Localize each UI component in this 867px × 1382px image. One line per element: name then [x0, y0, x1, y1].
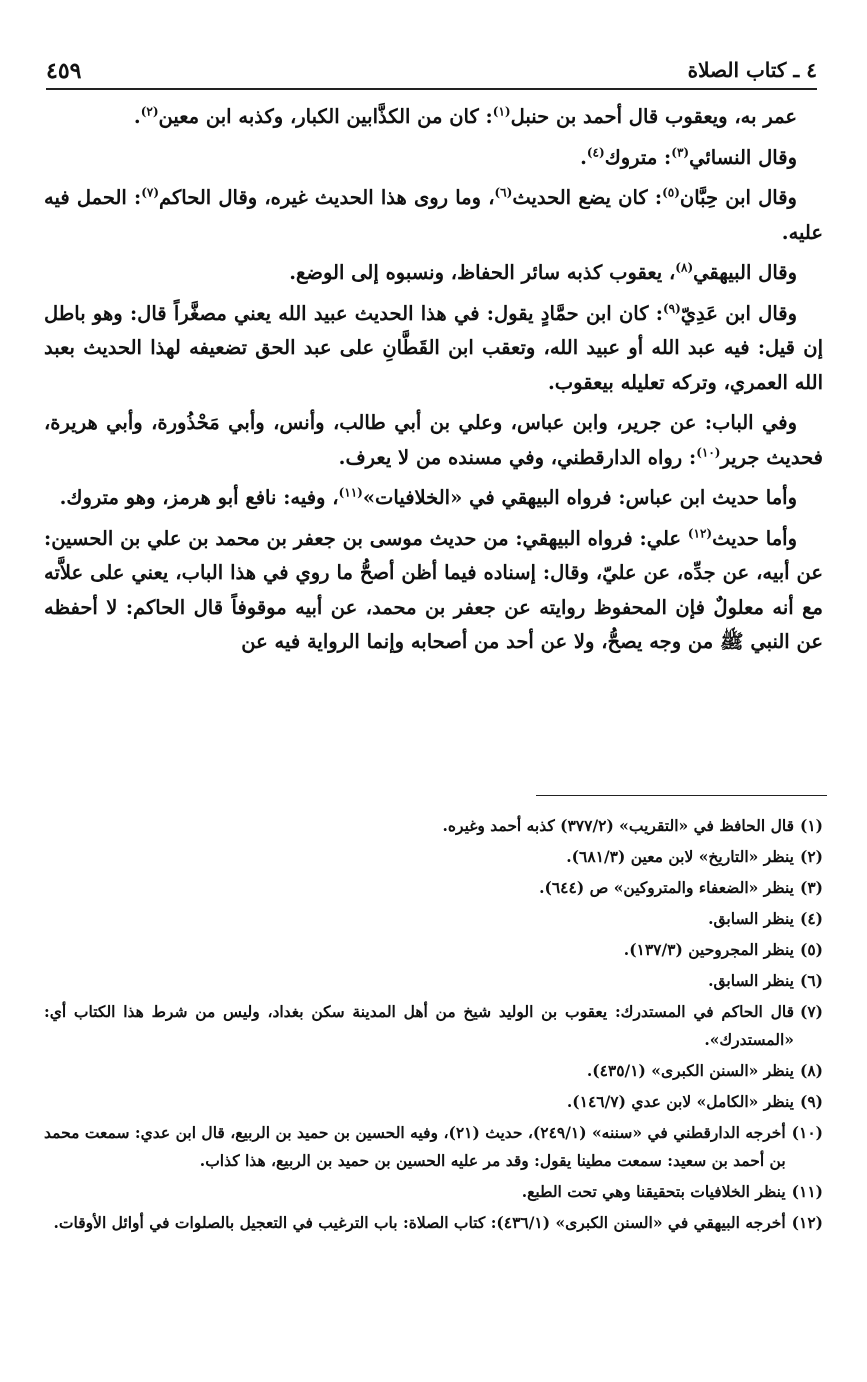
footnote-text: ينظر «التاريخ» لابن معين (٦٨١/٣).: [566, 847, 794, 866]
footnote-number: (٦): [799, 971, 823, 990]
footnote-ref: (١): [492, 104, 511, 119]
footnote-text: ينظر السابق.: [708, 909, 794, 928]
footnote-item: [44, 1088, 823, 1116]
paragraph-text: وقال النسائي: [689, 145, 797, 169]
paragraph-text: : الحمل فيه عليه.: [44, 186, 823, 244]
footnote-ref: (١٠): [696, 445, 721, 459]
footnote-text: قال الحافظ في «التقريب» (٣٧٧/٢) كذبه أحمد وغيره.: [442, 816, 794, 835]
paragraph: [44, 406, 823, 475]
paragraph-text: وفي الباب: عن جرير، وابن عباس، وعلي بن أبي طالب، وأنس، وأبي مَحْذُورة، وأبي هريرة، فحديث جرير: [44, 411, 823, 469]
footnote-text: ينظر السابق.: [708, 971, 794, 990]
footnote-text: قال الحاكم في المستدرك: يعقوب بن الوليد شيخ من أهل المدينة سكن بغداد، وليس من شرط هذا الكتاب أي: «المستدرك».: [44, 1002, 794, 1049]
footnote-item: [44, 1178, 823, 1206]
paragraph-text: وقال البيهقي: [693, 261, 797, 284]
footnote-item: [44, 843, 823, 871]
footnote-number: (٢): [799, 847, 823, 866]
paragraph-text: : رواه الدارقطني، وفي مسنده من لا يعرف.: [338, 445, 697, 469]
footnote-item: [44, 967, 823, 995]
footnote-ref: (٢): [140, 104, 159, 119]
paragraph: [44, 256, 823, 291]
footnote-text: ينظر «السنن الكبرى» (٤٣٥/١).: [586, 1061, 794, 1080]
paragraph-text: وقال ابن حِبَّان: [679, 186, 797, 209]
footnote-number: (١٢): [791, 1213, 823, 1232]
footnote-item: [44, 1119, 823, 1175]
chapter-title: ٤ ـ كتاب الصلاة: [687, 58, 817, 82]
footnote-number: (١): [799, 816, 823, 835]
paragraph-text: .: [133, 105, 141, 128]
footnote-text: ينظر «الكامل» لابن عدي (١٤٦/٧).: [566, 1092, 794, 1111]
footnote-item: [44, 905, 823, 933]
paragraph-text: .: [580, 145, 587, 169]
paragraph-text: وأما حديث: [712, 526, 797, 550]
paragraph: [44, 181, 823, 250]
paragraph-text: ، وما روى هذا الحديث غيره، وقال الحاكم: [159, 186, 495, 209]
footnote-number: (٩): [799, 1092, 823, 1111]
footnote-divider: [536, 795, 827, 796]
paragraph-text: : متروك: [604, 145, 672, 169]
footnote-number: (٥): [799, 940, 823, 959]
footnote-ref: (٨): [675, 260, 694, 275]
footnote-number: (٣): [799, 878, 823, 897]
footnote-item: [44, 1209, 823, 1237]
footnote-text: ينظر الخلافيات بتحقيقنا وهي تحت الطبع.: [521, 1182, 786, 1201]
footnote-text: أخرجه البيهقي في «السنن الكبرى» (٤٣٦/١): كتاب الصلاة: باب الترغيب في التعجيل بالصلوات في أوائل الأوقات.: [53, 1213, 786, 1232]
paragraph-text: عمر به، ويعقوب قال أحمد بن حنبل: [510, 105, 797, 128]
footnote-item: [44, 998, 823, 1054]
footnote-ref: (٥): [662, 185, 680, 200]
footnote-text: ينظر «الضعفاء والمتروكين» ص (٦٤٤).: [539, 878, 794, 897]
footnote-item: [44, 936, 823, 964]
paragraph-text: ، يعقوب كذبه سائر الحفاظ، ونسبوه إلى الوضع.: [289, 261, 676, 284]
paragraph: [44, 522, 823, 660]
footnote-ref: (٧): [141, 185, 160, 200]
footnote-ref: (١٢): [687, 526, 713, 540]
footnote-item: [44, 874, 823, 902]
main-text: [44, 100, 823, 666]
page-header: [46, 48, 817, 90]
paragraph-text: : كان يضع الحديث: [512, 186, 663, 209]
paragraph: [44, 100, 823, 135]
paragraph-text: ، وفيه: نافع أبو هرمز، وهو متروك.: [59, 486, 339, 509]
footnote-ref: (٩): [662, 301, 681, 315]
footnote-ref: (٣): [671, 145, 690, 159]
footnote-item: [44, 812, 823, 840]
footnote-item: [44, 1057, 823, 1085]
paragraph: [44, 297, 823, 401]
footnote-ref: (٤): [586, 145, 605, 159]
paragraph-text: علي: فرواه البيهقي: من حديث موسى بن جعفر بن محمد بن علي بن الحسين: عن أبيه، عن جدِّه، عن عليّ، وقال: إسناده فيما أظن أصحُّ ما روي في هذا الباب، يعني على علاَّته مع أنه معلولٌ فإن المحفوظ روايته عن جعفر بن محمد، عن أبيه موقوفاً قال الحاكم: لا أحفظه عن النبي ﷺ من وجه يصحُّ، ولا عن أحد من أصحابه وإنما الرواية فيه عن: [44, 526, 823, 653]
footnote-number: (١١): [791, 1182, 823, 1201]
footnote-number: (٨): [799, 1061, 823, 1080]
paragraph: [44, 141, 823, 176]
page-number: ٤٥٩: [46, 58, 82, 84]
footnote-text: ينظر المجروحين (١٣٧/٣).: [623, 940, 794, 959]
paragraph-text: وأما حديث ابن عباس: فرواه البيهقي في «الخلافيات»: [362, 486, 797, 509]
footnote-number: (٧): [799, 1002, 823, 1021]
paragraph-text: : كان من الكذَّابين الكبار، وكذبه ابن معين: [158, 105, 493, 128]
footnotes: [44, 812, 823, 1240]
footnote-text: أخرجه الدارقطني في «سننه» (٢٤٩/١)، حديث (٢١)، وفيه الحسين بن حميد بن الربيع، قال ابن عدي: سمعت محمد بن أحمد بن سعيد: سمعت مطينا يقول: وقد مر عليه الحسين بن حميد بن الربيع، هذا كذاب.: [44, 1123, 786, 1170]
footnote-ref: (١١): [338, 485, 363, 500]
footnote-number: (١٠): [791, 1123, 823, 1142]
footnote-number: (٤): [799, 909, 823, 928]
paragraph-text: : كان ابن حمَّادٍ يقول: في هذا الحديث عبيد الله يعني مصغَّراً قال: وهو باطل إن قيل: فيه عبد الله أو عبيد الله، وتعقب ابن القَطَّانِ على عبد الحق تضعيفه لهذا الحديث بعبد الله العمري، وتركه تعليله بيعقوب.: [44, 301, 823, 394]
footnote-ref: (٦): [494, 185, 513, 200]
paragraph: [44, 481, 823, 516]
paragraph-text: وقال ابن عَدِيّ: [680, 301, 797, 325]
